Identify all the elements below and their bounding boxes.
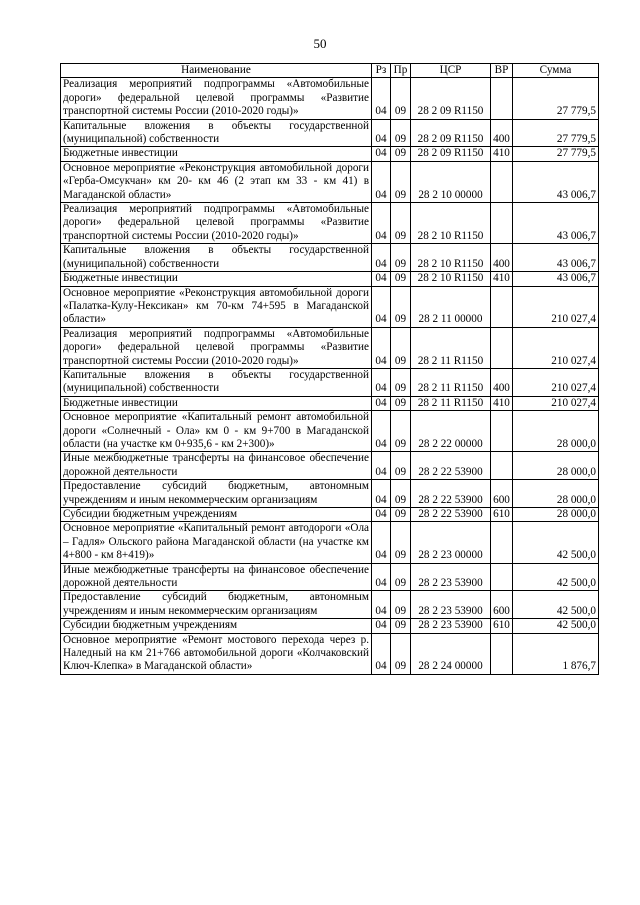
cell-name: Основное мероприятие «Капитальный ремонт автодороги «Ола – Гадля» Ольского района Магаданской области (на участке км 4+800 - км 8+419)» [61, 522, 372, 563]
cell-sum: 210 027,4 [513, 368, 599, 396]
cell-csr: 28 2 11 R1150 [411, 396, 491, 410]
table-row [61, 452, 599, 480]
cell-sum: 27 779,5 [513, 147, 599, 161]
cell-pr: 09 [391, 396, 411, 410]
cell-csr: 28 2 23 53900 [411, 563, 491, 591]
cell-name: Реализация мероприятий подпрограммы «Автомобильные дороги» федеральной целевой программы «Развитие транспортной системы России (2010-2020 годы)» [61, 78, 372, 119]
cell-name: Реализация мероприятий подпрограммы «Автомобильные дороги» федеральной целевой программы «Развитие транспортной системы России (2010-2020 годы)» [61, 203, 372, 244]
cell-csr: 28 2 09 R1150 [411, 147, 491, 161]
cell-pr: 09 [391, 327, 411, 368]
cell-vr [491, 522, 513, 563]
cell-csr: 28 2 22 00000 [411, 411, 491, 452]
cell-sum: 1 876,7 [513, 633, 599, 674]
cell-name: Бюджетные инвестиции [61, 396, 372, 410]
cell-sum: 43 006,7 [513, 161, 599, 202]
cell-csr: 28 2 22 53900 [411, 508, 491, 522]
table-row [61, 244, 599, 272]
cell-rz: 04 [372, 78, 391, 119]
cell-name: Основное мероприятие «Капитальный ремонт автомобильной дороги «Солнечный - Ола» км 0 - км 9+700 в Магаданской области (на участке км 0+935,6 - км 2+300)» [61, 411, 372, 452]
cell-csr: 28 2 22 53900 [411, 480, 491, 508]
cell-rz: 04 [372, 452, 391, 480]
cell-rz: 04 [372, 591, 391, 619]
header-rz: Рз [372, 64, 391, 78]
budget-table [60, 63, 599, 675]
header-vr: ВР [491, 64, 513, 78]
cell-sum: 28 000,0 [513, 480, 599, 508]
cell-csr: 28 2 10 R1150 [411, 244, 491, 272]
cell-vr: 600 [491, 591, 513, 619]
cell-rz: 04 [372, 119, 391, 147]
cell-pr: 09 [391, 161, 411, 202]
cell-rz: 04 [372, 508, 391, 522]
cell-name: Основное мероприятие «Ремонт мостового перехода через р. Наледный на км 21+766 автомобильной дороги «Колчаковский Ключ-Клепка» в Магаданской области» [61, 633, 372, 674]
cell-rz: 04 [372, 563, 391, 591]
cell-rz: 04 [372, 522, 391, 563]
table-row [61, 633, 599, 674]
cell-csr: 28 2 11 00000 [411, 286, 491, 327]
cell-name: Капитальные вложения в объекты государственной (муниципальной) собственности [61, 368, 372, 396]
page-number: 50 [313, 36, 327, 51]
cell-rz: 04 [372, 203, 391, 244]
table-row [61, 78, 599, 119]
table-row [61, 411, 599, 452]
cell-pr: 09 [391, 203, 411, 244]
cell-vr: 610 [491, 619, 513, 633]
table-row [61, 619, 599, 633]
cell-csr: 28 2 09 R1150 [411, 78, 491, 119]
cell-vr [491, 411, 513, 452]
table-row [61, 591, 599, 619]
cell-sum: 42 500,0 [513, 563, 599, 591]
cell-pr: 09 [391, 147, 411, 161]
cell-pr: 09 [391, 480, 411, 508]
cell-name: Субсидии бюджетным учреждениям [61, 508, 372, 522]
cell-sum: 43 006,7 [513, 272, 599, 286]
cell-rz: 04 [372, 286, 391, 327]
cell-vr [491, 286, 513, 327]
cell-name: Предоставление субсидий бюджетным, автономным учреждениям и иным некоммерческим организациям [61, 591, 372, 619]
table-row [61, 563, 599, 591]
cell-name: Основное мероприятие «Реконструкция автомобильной дороги «Герба-Омсукчан» км 20- км 46 (2 этап км 33 - км 41) в Магаданской области» [61, 161, 372, 202]
cell-rz: 04 [372, 244, 391, 272]
cell-rz: 04 [372, 272, 391, 286]
cell-pr: 09 [391, 368, 411, 396]
cell-csr: 28 2 23 53900 [411, 619, 491, 633]
header-pr: Пр [391, 64, 411, 78]
cell-sum: 210 027,4 [513, 327, 599, 368]
cell-vr: 410 [491, 272, 513, 286]
header-name: Наименование [61, 64, 372, 78]
table-row [61, 327, 599, 368]
cell-name: Капитальные вложения в объекты государственной (муниципальной) собственности [61, 244, 372, 272]
cell-name: Реализация мероприятий подпрограммы «Автомобильные дороги» федеральной целевой программы «Развитие транспортной системы России (2010-2020 годы)» [61, 327, 372, 368]
cell-csr: 28 2 22 53900 [411, 452, 491, 480]
table-row [61, 480, 599, 508]
cell-pr: 09 [391, 508, 411, 522]
cell-pr: 09 [391, 563, 411, 591]
cell-rz: 04 [372, 411, 391, 452]
table-row [61, 368, 599, 396]
table-row [61, 522, 599, 563]
table-row [61, 272, 599, 286]
cell-sum: 28 000,0 [513, 508, 599, 522]
cell-csr: 28 2 24 00000 [411, 633, 491, 674]
cell-sum: 42 500,0 [513, 522, 599, 563]
cell-sum: 42 500,0 [513, 591, 599, 619]
cell-vr: 410 [491, 147, 513, 161]
cell-pr: 09 [391, 119, 411, 147]
cell-pr: 09 [391, 522, 411, 563]
cell-pr: 09 [391, 619, 411, 633]
cell-name: Субсидии бюджетным учреждениям [61, 619, 372, 633]
cell-vr [491, 327, 513, 368]
cell-rz: 04 [372, 147, 391, 161]
cell-sum: 27 779,5 [513, 119, 599, 147]
cell-name: Иные межбюджетные трансферты на финансовое обеспечение дорожной деятельности [61, 452, 372, 480]
cell-rz: 04 [372, 396, 391, 410]
cell-name: Иные межбюджетные трансферты на финансовое обеспечение дорожной деятельности [61, 563, 372, 591]
cell-vr: 400 [491, 119, 513, 147]
table-row [61, 286, 599, 327]
cell-name: Основное мероприятие «Реконструкция автомобильной дороги «Палатка-Кулу-Нексикан» км 70-км 74+595 в Магаданской области» [61, 286, 372, 327]
cell-csr: 28 2 10 R1150 [411, 272, 491, 286]
table-row [61, 508, 599, 522]
cell-rz: 04 [372, 480, 391, 508]
cell-vr: 610 [491, 508, 513, 522]
table-row [61, 396, 599, 410]
table-body [61, 78, 599, 674]
cell-name: Капитальные вложения в объекты государственной (муниципальной) собственности [61, 119, 372, 147]
cell-vr [491, 203, 513, 244]
cell-sum: 27 779,5 [513, 78, 599, 119]
cell-vr: 400 [491, 244, 513, 272]
cell-vr [491, 563, 513, 591]
cell-csr: 28 2 11 R1150 [411, 368, 491, 396]
cell-pr: 09 [391, 411, 411, 452]
cell-rz: 04 [372, 327, 391, 368]
cell-pr: 09 [391, 286, 411, 327]
cell-rz: 04 [372, 633, 391, 674]
table-row [61, 161, 599, 202]
table-header-row [61, 64, 599, 78]
cell-pr: 09 [391, 633, 411, 674]
cell-sum: 210 027,4 [513, 396, 599, 410]
table-row [61, 203, 599, 244]
cell-sum: 43 006,7 [513, 244, 599, 272]
cell-csr: 28 2 10 00000 [411, 161, 491, 202]
cell-vr [491, 78, 513, 119]
cell-name: Бюджетные инвестиции [61, 147, 372, 161]
cell-sum: 210 027,4 [513, 286, 599, 327]
cell-sum: 43 006,7 [513, 203, 599, 244]
cell-csr: 28 2 23 00000 [411, 522, 491, 563]
cell-vr [491, 161, 513, 202]
cell-name: Предоставление субсидий бюджетным, автономным учреждениям и иным некоммерческим организациям [61, 480, 372, 508]
cell-vr [491, 452, 513, 480]
cell-pr: 09 [391, 452, 411, 480]
cell-rz: 04 [372, 368, 391, 396]
table-row [61, 147, 599, 161]
cell-csr: 28 2 09 R1150 [411, 119, 491, 147]
header-sum: Сумма [513, 64, 599, 78]
cell-rz: 04 [372, 161, 391, 202]
header-csr: ЦСР [411, 64, 491, 78]
cell-sum: 42 500,0 [513, 619, 599, 633]
cell-sum: 28 000,0 [513, 452, 599, 480]
cell-name: Бюджетные инвестиции [61, 272, 372, 286]
cell-pr: 09 [391, 272, 411, 286]
cell-vr [491, 633, 513, 674]
cell-pr: 09 [391, 591, 411, 619]
cell-sum: 28 000,0 [513, 411, 599, 452]
table-row [61, 119, 599, 147]
cell-csr: 28 2 11 R1150 [411, 327, 491, 368]
cell-pr: 09 [391, 78, 411, 119]
cell-pr: 09 [391, 244, 411, 272]
cell-vr: 410 [491, 396, 513, 410]
cell-rz: 04 [372, 619, 391, 633]
cell-vr: 600 [491, 480, 513, 508]
cell-csr: 28 2 23 53900 [411, 591, 491, 619]
cell-vr: 400 [491, 368, 513, 396]
cell-csr: 28 2 10 R1150 [411, 203, 491, 244]
